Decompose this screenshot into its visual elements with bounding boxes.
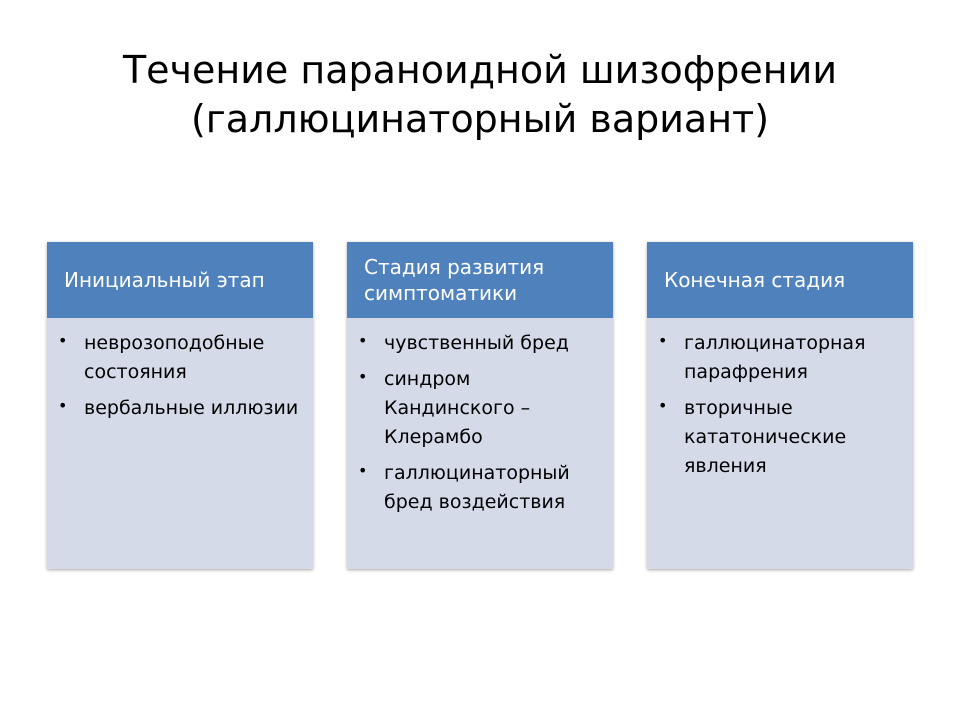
stage-card-body	[47, 318, 313, 569]
stage-card-header	[347, 242, 613, 318]
stage-card-header	[47, 242, 313, 318]
slide-title-line-1: Течение параноидной шизофрении	[122, 48, 838, 92]
stage-card-body	[647, 318, 913, 569]
bullet-icon: •	[58, 396, 68, 415]
stage-bullet-text: неврозоподобные состояния	[84, 332, 265, 383]
stage-bullet-list	[57, 329, 303, 423]
stage-bullet-item	[57, 394, 303, 423]
stage-bullet-item	[357, 459, 603, 517]
stage-bullet-list	[657, 329, 903, 481]
stage-card-title: Конечная стадия	[664, 268, 846, 292]
stage-bullet-text: синдром Кандинского – Клерамбо	[384, 368, 531, 448]
stage-bullet-text: вторичные кататонические явления	[684, 397, 847, 477]
stage-bullet-text: галлюцинаторная парафрения	[684, 332, 866, 383]
stage-card-development	[347, 242, 613, 569]
bullet-icon: •	[358, 331, 368, 350]
stage-bullet-item	[57, 329, 303, 387]
stage-bullet-item	[657, 329, 903, 387]
stage-card-header	[647, 242, 913, 318]
stage-card-title: Инициальный этап	[64, 268, 265, 292]
stage-card-initial	[47, 242, 313, 569]
bullet-icon: •	[658, 396, 668, 415]
stage-bullet-item	[657, 394, 903, 481]
stage-bullet-text: вербальные иллюзии	[84, 397, 299, 419]
slide-title-line-2: (галлюцинаторный вариант)	[190, 97, 770, 141]
stage-bullet-item	[357, 329, 603, 358]
stage-bullet-item	[357, 365, 603, 452]
stage-card-final	[647, 242, 913, 569]
slide-title	[0, 46, 960, 144]
stage-bullet-list	[357, 329, 603, 517]
bullet-icon: •	[358, 461, 368, 480]
bullet-icon: •	[58, 331, 68, 350]
bullet-icon: •	[658, 331, 668, 350]
stage-bullet-text: галлюцинаторный бред воздействия	[384, 462, 570, 513]
stage-card-body	[347, 318, 613, 569]
bullet-icon: •	[358, 367, 368, 386]
stage-card-title: Стадия развития симптоматики	[364, 255, 545, 305]
stage-bullet-text: чувственный бред	[384, 332, 569, 354]
